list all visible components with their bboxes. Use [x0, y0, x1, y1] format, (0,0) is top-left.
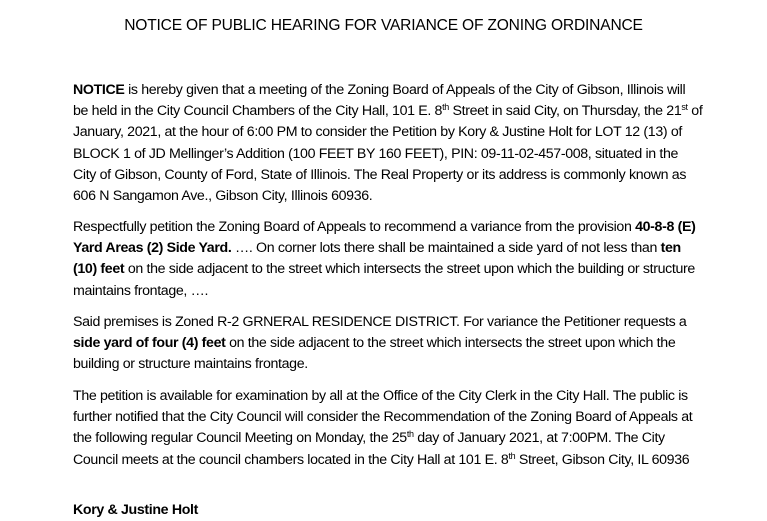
text-span: Respectfully petition the Zoning Board of Appeals to recommend a variance from the provision [73, 219, 636, 235]
text-span: on the side adjacent to the street which intersects the street upon which the building or structure maintains frontage. [73, 335, 676, 373]
petition-paragraph [73, 217, 703, 302]
text-span: on the side adjacent to the street which intersects the street upon which the building or structure maintains frontage, …. [73, 261, 695, 299]
required-distance: ten (10) feet [73, 240, 681, 278]
superscript: th [508, 450, 516, 461]
text-span: day of January 2021, at 7:00PM. The City Council meets at the council chambers located in the City Hall at 101 E. 8 [73, 430, 665, 468]
text-span: Street in said City, on Thursday, the 21 [448, 103, 682, 120]
text-span: Street, Gibson City, IL 60936 [515, 451, 690, 468]
signature: Kory & Justine Holt [73, 502, 198, 518]
text-span: of January, 2021, at the hour of 6:00 PM to consider the Petition by Kory & Justine Holt for LOT 12 (13) of BLOCK 1 of JD Mellinger’s Addition (100 FEET BY 160 FEET), PIN: 09-11-02-457-008, situated in the City of Gibson, County of Ford, State of Illinois. The Real Property or its address is commonly known as 606 N Sangamon Ave., Gibson City, Illinois 60936. [73, 103, 703, 205]
availability-paragraph [73, 386, 703, 471]
text-span: Said premises is Zoned R-2 GRNERAL RESIDENCE DISTRICT. For variance the Petitioner requests a [73, 314, 687, 330]
superscript: st [681, 102, 688, 113]
text-span: The petition is available for examination by all at the Office of the City Clerk in the City Hall. The public is further notified that the City Council will consider the Recommendation of the Zoning Board of Appeals at the following regular Council Meeting on Monday, the 25 [73, 388, 693, 447]
notice-paragraph [73, 80, 703, 207]
variance-request-paragraph [73, 312, 703, 376]
superscript: th [406, 429, 414, 440]
provision-reference: 40-8-8 (E) Yard Areas (2) Side Yard. [73, 219, 696, 257]
superscript: th [442, 102, 449, 113]
document-title: NOTICE OF PUBLIC HEARING FOR VARIANCE OF ZONING ORDINANCE [124, 17, 643, 34]
text-span: is hereby given that a meeting of the Zoning Board of Appeals of the City of Gibson, Illinois will be held in the City Council Chambers of the City Hall, 101 E. 8 [73, 82, 686, 120]
notice-lead: NOTICE [73, 82, 125, 98]
requested-distance: side yard of four (4) feet [73, 335, 226, 352]
text-span: …. On corner lots there shall be maintained a side yard of not less than [231, 240, 661, 257]
